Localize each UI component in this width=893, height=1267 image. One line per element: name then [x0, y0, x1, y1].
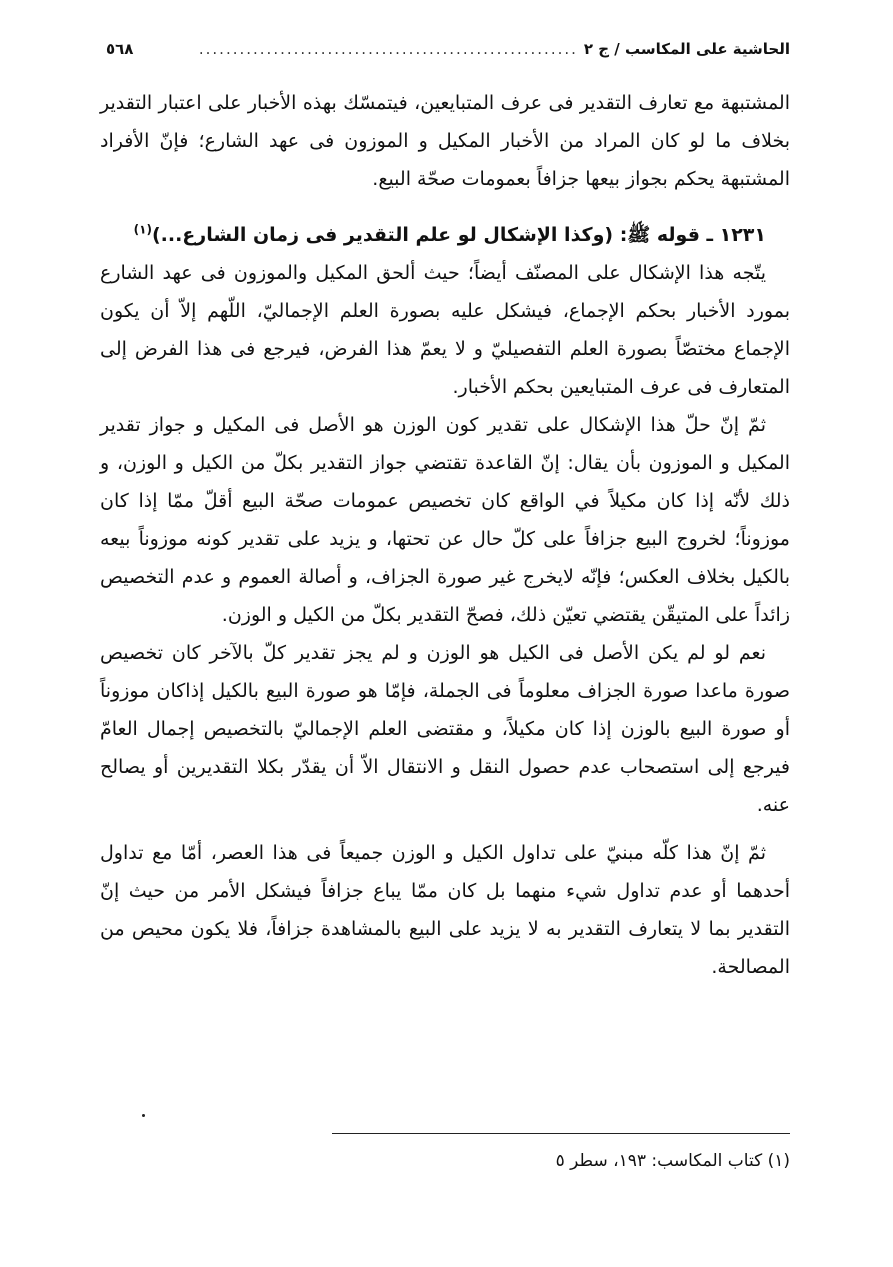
- section-heading: [100, 216, 790, 254]
- stray-mark: [142, 1114, 145, 1117]
- footnote-reference: (١): [133, 222, 152, 237]
- paragraph: نعم لو لم يكن الأصل فى الكيل هو الوزن و لم يجز تقدير كلّ بالآخر كان تخصيص صورة ماعدا صورة الجزاف معلوماً فى الجملة، فإمّا هو صورة البيع بالكيل إذاكان موزوناً أو صورة البيع بالوزن إذا كان مكيلاً، و مقتضى العلم الإجماليّ بالتخصيص إجمال العامّ فيرجع إلى استصحاب عدم حصول النقل و الانتقال الاّ أن يقدّر بكلا التقديرين أو يصالح عنه.: [100, 642, 790, 816]
- header-leader-dots: ........................................................: [198, 40, 578, 58]
- paragraph: يتّجه هذا الإشكال على المصنّف أيضاً؛ حيث ألحق المكيل والموزون فى عهد الشارع بمورد الأخبار بحكم الإجماع، فيشكل عليه بصورة العلم الإجماليّ، اللّهم إلاّ أن يكون الإجماع مختصّاً بصورة العلم التفصيليّ و لا يعمّ هذا الفرض، فيرجع فى هذا الفرض إلى المتعارف فى عرف المتبايعين بحكم الأخبار.: [100, 262, 790, 398]
- paragraph: ثمّ إنّ هذا كلّه مبنيّ على تداول الكيل و الوزن جميعاً فى هذا العصر، أمّا مع تداول أحدهما أو عدم تداول شيء منهما بل كان ممّا يباع جزافاً فيشكل الأمر من حيث إنّ التقدير بما لا يتعارف التقدير به لا يزيد على البيع بالمشاهدة جزافاً، فلا يكون محيص من المصالحة.: [100, 842, 790, 978]
- paragraph-continuation: المشتبهة مع تعارف التقدير فى عرف المتبايعين، فيتمسّك بهذه الأخبار على اعتبار التقدير بخلاف ما لو كان المراد من الأخبار المكيل و الموزون فى عهد الشارع؛ فإنّ الأفراد المشتبهة يحكم بجواز بيعها جزافاً بعمومات صحّة البيع.: [100, 92, 790, 190]
- footnote-separator: [332, 1133, 790, 1134]
- paragraph: ثمّ إنّ حلّ هذا الإشكال على تقدير كون الوزن هو الأصل فى المكيل و جواز تقدير المكيل و الموزون بأن يقال: إنّ القاعدة تقتضي جواز التقدير بكلّ من الكيل و الوزن، و ذلك لأنّه إذا كان مكيلاً في الواقع كان تخصيص عمومات صحّة البيع أقلّ ممّا إذا كان موزوناً؛ لخروج البيع جزافاً على كلّ حال عن تحتها، و يزيد على تقدير كونه موزوناً بيعه بالكيل بخلاف العكس؛ فإنّه لايخرج غير صورة الجزاف، و أصالة العموم و عدم التخصيص زائداً على المتيقّن يقتضي تعيّن ذلك، فصحّ التقدير بكلّ من الكيل و الوزن.: [100, 414, 790, 626]
- running-header: [100, 36, 790, 62]
- page-number: ٥٦٨: [106, 40, 134, 58]
- footnote: (١) كتاب المكاسب: ١٩٣، سطر ٥: [555, 1151, 790, 1171]
- book-title: الحاشية على المكاسب / ج ٢: [583, 40, 790, 58]
- main-text: [100, 84, 790, 986]
- section-heading-text: ١٢٣١ ـ قوله ﷺ: (وكذا الإشكال لو علم التقدير فى زمان الشارع...): [151, 224, 766, 246]
